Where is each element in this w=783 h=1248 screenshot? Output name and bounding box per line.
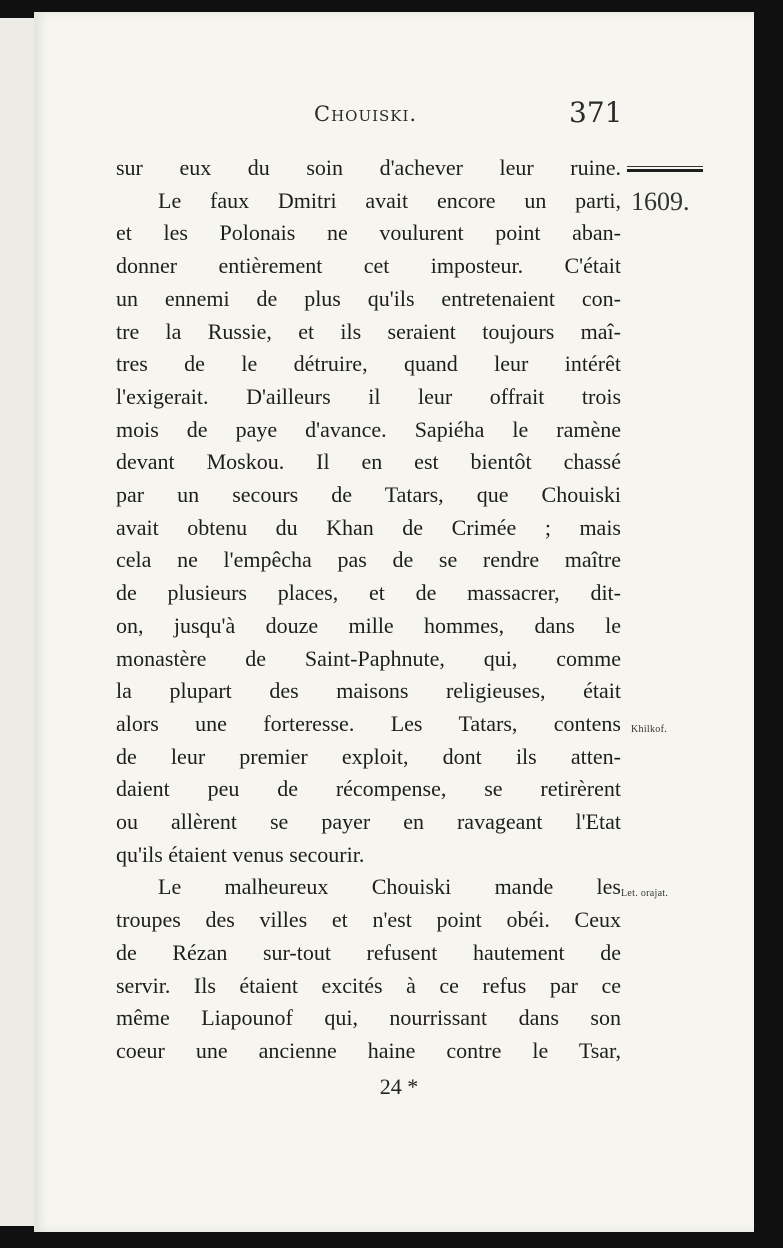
margin-note-khilkof: Khilkof. xyxy=(631,724,668,735)
text-line: l'exigerait. D'ailleurs il leur offrait trois xyxy=(116,383,621,409)
text-line: de plusieurs places, et de massacrer, dit- xyxy=(116,580,621,606)
page-header xyxy=(34,92,754,132)
text-line: on, jusqu'à douze mille hommes, dans le xyxy=(116,612,621,638)
text-line: de Rézan sur-tout refusent hautement de xyxy=(116,939,621,965)
text-line: tre la Russie, et ils seraient toujours maî- xyxy=(116,318,621,344)
text-line: devant Moskou. Il en est bientôt chassé xyxy=(116,449,621,475)
text-line: avait obtenu du Khan de Crimée ; mais xyxy=(116,514,621,540)
body-text xyxy=(116,152,621,1068)
text-line: daient peu de récompense, se retirèrent xyxy=(116,776,621,802)
text-line: donner entièrement cet imposteur. C'était xyxy=(116,253,621,279)
margin-rule xyxy=(627,166,703,172)
text-line: un ennemi de plus qu'ils entretenaient con- xyxy=(116,285,621,311)
text-line: sur eux du soin d'achever leur ruine. xyxy=(116,155,621,180)
text-line: cela ne l'empêcha pas de se rendre maître xyxy=(116,547,621,573)
text-line: servir. Ils étaient excités à ce refus par ce xyxy=(116,972,621,998)
text-line: mois de paye d'avance. Sapiéha le ramène xyxy=(116,416,621,442)
text-line: par un secours de Tatars, que Chouiski xyxy=(116,482,621,508)
text-line: monastère de Saint-Paphnute, qui, comme xyxy=(116,645,621,671)
margin-note-letter: Let. orajat. xyxy=(621,888,669,899)
running-title: Chouiski. xyxy=(314,102,418,126)
signature-mark: 24 * xyxy=(379,1074,419,1099)
text-line: Le malheureux Chouiski mande les xyxy=(158,874,621,900)
page-number: 371 xyxy=(569,96,623,129)
text-line: de leur premier exploit, dont ils atten- xyxy=(116,743,621,769)
text-line: troupes des villes et n'est point obéi. Ceux xyxy=(116,907,621,933)
text-line: même Liapounof qui, nourrissant dans son xyxy=(116,1005,621,1031)
text-line: qu'ils étaient venus secourir. xyxy=(116,841,365,867)
book-page xyxy=(34,12,754,1232)
margin-year: 1609. xyxy=(631,187,690,216)
text-line: la plupart des maisons religieuses, était xyxy=(116,678,621,704)
text-line: coeur une ancienne haine contre le Tsar, xyxy=(116,1037,621,1063)
text-line: et les Polonais ne voulurent point aban- xyxy=(116,220,621,246)
text-line: tres de le détruire, quand leur intérêt xyxy=(116,351,621,377)
text-line: ou allèrent se payer en ravageant l'Etat xyxy=(116,809,621,835)
text-line: alors une forteresse. Les Tatars, contens xyxy=(116,710,621,736)
text-line: Le faux Dmitri avait encore un parti, xyxy=(158,187,621,213)
